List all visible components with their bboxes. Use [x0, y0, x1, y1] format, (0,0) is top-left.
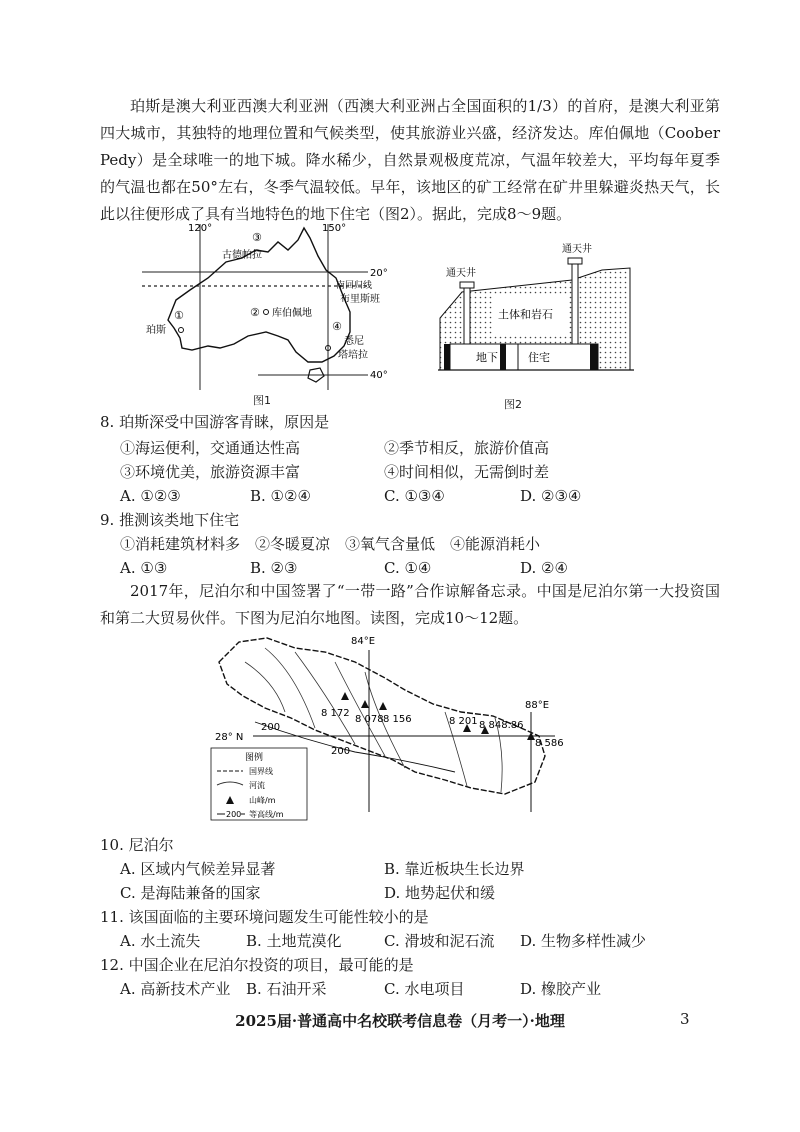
intro-paragraph-australia: 珀斯是澳大利亚西澳大利亚洲（西澳大利亚洲占全国面积的1/3）的首府，是澳大利亚第四大城市，其独特的地理位置和气候类型，使其旅游业兴盛，经济发达。库伯佩地（Coober Pedy）是全球唯一的地下城。降水稀少，自然景观极度荒凉，气温年较差大，平均每年夏季的气温也都在50°左右，冬季气温较低。早年，该地区的矿工经常在矿井里躲避炎热天气，长此以往便形成了具有当地特色的地下住宅（图2）。据此，完成8～9题。 — [100, 97, 720, 223]
shaft-label-right: 通天井 — [562, 244, 592, 255]
marker-4: ④ — [332, 320, 342, 333]
q8-option-b[interactable]: B. ①②④ — [250, 487, 311, 505]
lat-28-label: 28° N — [215, 732, 244, 743]
q12-option-d[interactable]: D. 橡胶产业 — [520, 980, 602, 998]
q12-stem: 12. 中国企业在尼泊尔投资的项目，最可能的是 — [100, 956, 414, 974]
place-tangpeila: 塔培拉 — [338, 350, 368, 361]
q9-option-d[interactable]: D. ②④ — [520, 559, 568, 577]
contour-label-a: 200 — [261, 722, 281, 733]
q10-option-d[interactable]: D. 地势起伏和缓 — [384, 884, 496, 902]
marker-2: ② — [250, 306, 260, 319]
figure-2-caption: 图2 — [504, 398, 522, 411]
figure-1-caption: 图1 — [253, 394, 271, 407]
legend-contour: 等高线/m — [249, 810, 284, 819]
peak-6: 8 586 — [535, 738, 564, 749]
legend-peak: 山峰/m — [249, 796, 276, 805]
page-number: 3 — [680, 1010, 690, 1028]
nepal-map — [205, 632, 575, 832]
q8-statement-4: ④时间相似，无需倒时差 — [384, 463, 550, 481]
peak-1: 8 172 — [321, 708, 350, 719]
q11-stem: 11. 该国面临的主要环境问题发生可能性较小的是 — [100, 908, 429, 926]
q8-stem: 8. 珀斯深受中国游客青睐，原因是 — [100, 413, 330, 431]
dwelling-rooms — [450, 344, 598, 370]
lat-40-label: 40° — [370, 370, 388, 381]
marker-1: ① — [174, 309, 184, 322]
lon-84-label: 84°E — [351, 636, 376, 647]
q10-option-c[interactable]: C. 是海陆兼备的国家 — [120, 884, 261, 902]
q8-option-c[interactable]: C. ①③④ — [384, 487, 445, 505]
q9-option-b[interactable]: B. ②③ — [250, 559, 298, 577]
place-sydney: 悉尼 — [344, 336, 364, 347]
shaft-label-left: 通天井 — [446, 268, 476, 279]
q8-statement-1: ①海运便利，交通通达性高 — [120, 439, 301, 457]
australia-map — [138, 220, 400, 395]
intro-paragraph-nepal: 2017年，尼泊尔和中国签署了“一带一路”合作谅解备忘录。中国是尼泊尔第一大投资国和第二大贸易伙伴。下图为尼泊尔地图。读图，完成10～12题。 — [100, 582, 720, 627]
q9-statements: ①消耗建筑材料多 ②冬暖夏凉 ③氧气含量低 ④能源消耗小 — [120, 535, 541, 553]
peak-2: 8 078 — [355, 714, 384, 725]
room-label-right: 住宅 — [528, 351, 550, 364]
marker-3: ③ — [252, 231, 262, 244]
lon-120-label: 120° — [188, 223, 213, 234]
q10-option-b[interactable]: B. 靠近板块生长边界 — [384, 860, 525, 878]
peak-4: 8 201 — [449, 716, 478, 727]
place-gudepala: 古德帕拉 — [222, 250, 262, 261]
q10-option-a[interactable]: A. 区域内气候差异显著 — [120, 860, 276, 878]
place-perth: 珀斯 — [146, 325, 166, 336]
svg-text:200: 200 — [226, 810, 242, 819]
q11-option-d[interactable]: D. 生物多样性减少 — [520, 932, 647, 950]
room-label-left: 地下 — [476, 351, 498, 364]
q8-statement-3: ③环境优美，旅游资源丰富 — [120, 463, 301, 481]
rock-label: 土体和岩石 — [498, 308, 553, 321]
lon-88-label: 88°E — [525, 700, 550, 711]
q11-option-a[interactable]: A. 水土流失 — [120, 932, 201, 950]
contour-label-b: 200 — [331, 746, 351, 757]
q11-option-c[interactable]: C. 滑坡和泥石流 — [384, 932, 495, 950]
q12-option-c[interactable]: C. 水电项目 — [384, 980, 465, 998]
q9-option-a[interactable]: A. ①③ — [120, 559, 168, 577]
q11-option-b[interactable]: B. 土地荒漠化 — [246, 932, 342, 950]
legend-river: 河流 — [249, 781, 265, 790]
tropic-label: 南回归线 — [336, 281, 373, 291]
q12-option-b[interactable]: B. 石油开采 — [246, 980, 327, 998]
q12-option-a[interactable]: A. 高新技术产业 — [120, 980, 231, 998]
lon-150-label: 150° — [322, 223, 347, 234]
q8-option-a[interactable]: A. ①②③ — [120, 487, 181, 505]
q9-stem: 9. 推测该类地下住宅 — [100, 511, 240, 529]
peak-3: 8 156 — [383, 714, 412, 725]
q10-stem: 10. 尼泊尔 — [100, 836, 174, 854]
page-footer: 2025届·普通高中名校联考信息卷（月考一）·地理 — [235, 1012, 565, 1030]
legend-border: 国界线 — [249, 767, 273, 776]
place-kubopeidi: 库伯佩地 — [272, 308, 312, 319]
underground-dwelling-diagram — [438, 240, 638, 390]
peak-5: 8 848.86 — [479, 720, 524, 731]
q8-statement-2: ②季节相反，旅游价值高 — [384, 439, 550, 457]
lat-20-label: 20° — [370, 268, 388, 279]
place-bulisiban: 布里斯班 — [340, 294, 380, 305]
legend-title: 图例 — [245, 753, 264, 763]
australia-coastline — [168, 228, 350, 362]
q9-option-c[interactable]: C. ①④ — [384, 559, 432, 577]
q8-option-d[interactable]: D. ②③④ — [520, 487, 582, 505]
